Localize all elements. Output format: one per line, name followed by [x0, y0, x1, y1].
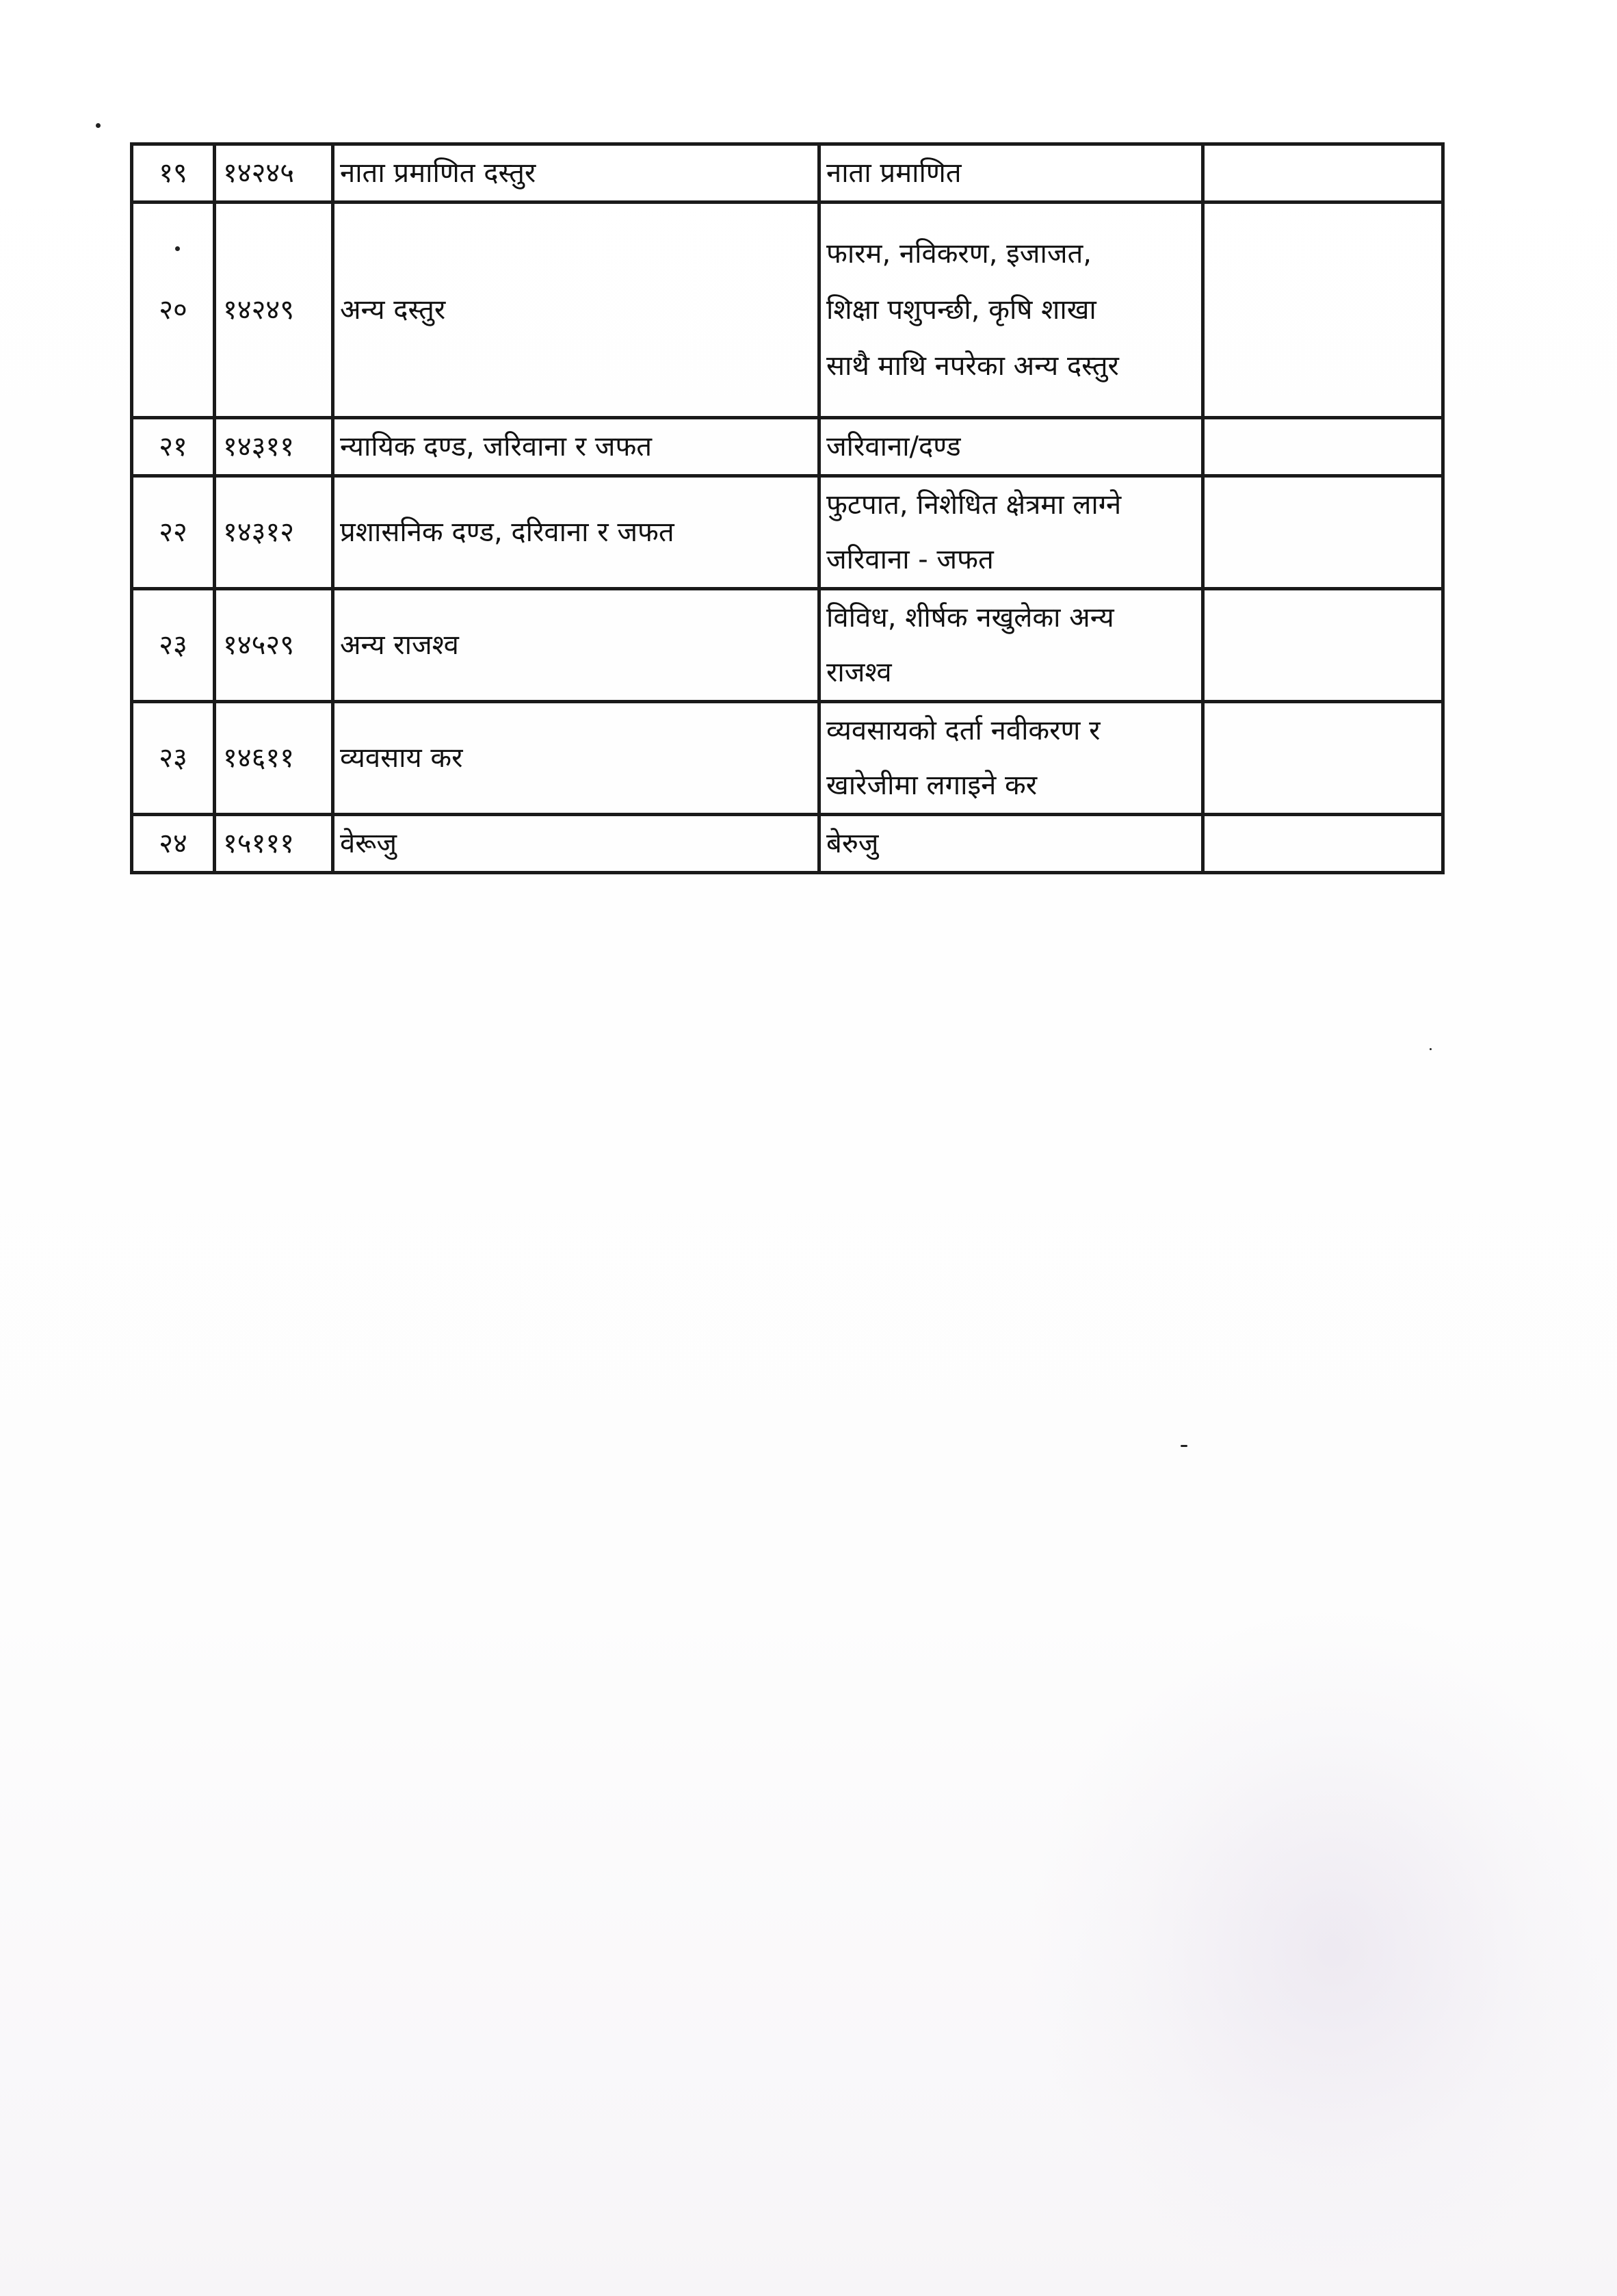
revenue-head-cell: वेरूजु: [333, 815, 819, 873]
table-row: [132, 589, 1443, 702]
account-code-cell: १४२४५: [215, 144, 333, 203]
ink-speck: [1430, 1048, 1432, 1050]
account-code-cell: १४५२९: [215, 589, 333, 702]
table-row: [132, 418, 1443, 476]
account-code-cell: १४३११: [215, 418, 333, 476]
remarks-cell: [1203, 418, 1443, 476]
table-row: [132, 203, 1443, 418]
account-code-cell: १५१११: [215, 815, 333, 873]
revenue-heads-table: [130, 142, 1445, 874]
description-cell: [819, 815, 1203, 873]
description-line: फुटपात, निशेधित क्षेत्रमा लाग्ने: [826, 489, 1122, 521]
description-line: राजश्व: [826, 657, 892, 688]
description-line: शिक्षा पशुपन्छी, कृषि शाखा: [826, 294, 1096, 326]
revenue-head-cell: अन्य दस्तुर: [333, 203, 819, 418]
account-code-cell: १४२४९: [215, 203, 333, 418]
remarks-cell: [1203, 815, 1443, 873]
description-cell: [819, 702, 1203, 815]
serial-number-cell: २३: [132, 702, 215, 815]
revenue-head-cell: न्यायिक दण्ड, जरिवाना र जफत: [333, 418, 819, 476]
revenue-head-cell: अन्य राजश्व: [333, 589, 819, 702]
paper-smudge: [1026, 1608, 1617, 2292]
remarks-cell: [1203, 589, 1443, 702]
description-line: साथै माथि नपरेका अन्य दस्तुर: [826, 350, 1119, 382]
description-cell: [819, 418, 1203, 476]
description-line: नाता प्रमाणित: [826, 157, 962, 189]
serial-number-cell: २०: [132, 203, 215, 418]
serial-number-cell: २४: [132, 815, 215, 873]
description-line: विविध, शीर्षक नखुलेका अन्य: [826, 602, 1114, 634]
serial-number-cell: १९: [132, 144, 215, 203]
remarks-cell: [1203, 203, 1443, 418]
description-cell: [819, 203, 1203, 418]
table-row: [132, 702, 1443, 815]
description-cell: [819, 476, 1203, 589]
ink-speck: [1181, 1445, 1187, 1447]
description-line: बेरुजु: [826, 828, 879, 859]
account-code-cell: १४६११: [215, 702, 333, 815]
remarks-cell: [1203, 476, 1443, 589]
remarks-cell: [1203, 144, 1443, 203]
table-row: [132, 815, 1443, 873]
description-cell: [819, 144, 1203, 203]
revenue-head-cell: प्रशासनिक दण्ड, दरिवाना र जफत: [333, 476, 819, 589]
description-cell: [819, 589, 1203, 702]
description-line: व्यवसायको दर्ता नवीकरण र: [826, 715, 1101, 746]
table-row: [132, 476, 1443, 589]
description-line: फारम, नविकरण, इजाजत,: [826, 238, 1092, 270]
serial-number-cell: २१: [132, 418, 215, 476]
serial-number-cell: २२: [132, 476, 215, 589]
remarks-cell: [1203, 702, 1443, 815]
table-row: [132, 144, 1443, 203]
description-line: जरिवाना/दण्ड: [826, 431, 961, 462]
revenue-head-cell: नाता प्रमाणित दस्तुर: [333, 144, 819, 203]
description-line: खारेजीमा लगाइने कर: [826, 770, 1038, 801]
ink-speck: [96, 123, 101, 128]
account-code-cell: १४३१२: [215, 476, 333, 589]
revenue-head-cell: व्यवसाय कर: [333, 702, 819, 815]
description-line: जरिवाना - जफत: [826, 544, 994, 575]
serial-number-cell: २३: [132, 589, 215, 702]
